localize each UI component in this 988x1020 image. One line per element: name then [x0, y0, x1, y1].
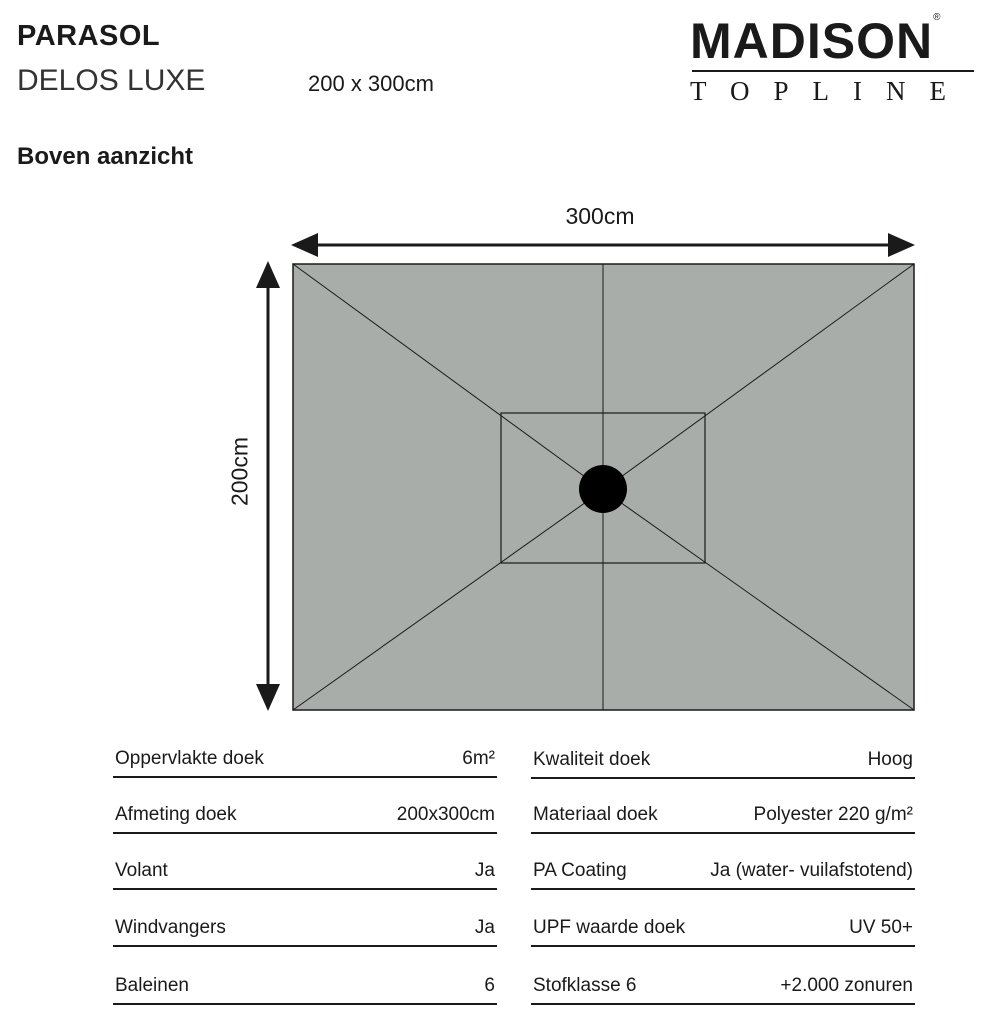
spec-label: Baleinen [115, 975, 189, 996]
spec-row-stofklasse [531, 967, 915, 1005]
spec-row-baleinen [113, 967, 497, 1005]
spec-row-oppervlakte [113, 740, 497, 778]
spec-row-materiaal [531, 796, 915, 834]
spec-value: Ja [474, 860, 495, 881]
brand-name: MADISON [690, 13, 934, 69]
brand-subline: TOPLINE [690, 76, 970, 106]
spec-label: PA Coating [533, 860, 627, 881]
spec-row-afmeting [113, 796, 497, 834]
product-title: PARASOL [17, 20, 161, 52]
height-dimension-label: 200cm [226, 436, 253, 507]
spec-value: Polyester 220 g/m² [753, 804, 913, 825]
model-name: DELOS LUXE [17, 64, 206, 97]
spec-value: Ja [474, 917, 495, 938]
registered-mark: ® [933, 12, 942, 23]
spec-label: Materiaal doek [533, 804, 658, 825]
spec-value: UV 50+ [849, 917, 913, 938]
spec-value: 200x300cm [396, 804, 495, 825]
spec-row-windvangers [113, 909, 497, 947]
spec-row-kwaliteit [531, 741, 915, 779]
product-size: 200 x 300cm [308, 71, 434, 96]
view-heading: Boven aanzicht [17, 143, 194, 170]
spec-row-pa-coating [531, 852, 915, 890]
spec-label: Stofklasse 6 [533, 975, 637, 996]
pole-icon [579, 465, 627, 513]
spec-label: Volant [115, 860, 168, 881]
spec-row-upf [531, 909, 915, 947]
spec-label: Oppervlakte doek [115, 748, 264, 769]
spec-value: Ja (water- vuilafstotend) [710, 860, 913, 881]
spec-label: Kwaliteit doek [533, 749, 651, 770]
spec-value: 6 [484, 975, 495, 996]
spec-value: +2.000 zonuren [780, 975, 913, 996]
spec-label: UPF waarde doek [533, 917, 686, 938]
spec-label: Afmeting doek [115, 804, 237, 825]
spec-label: Windvangers [115, 917, 226, 938]
spec-value: Hoog [867, 749, 913, 770]
spec-value: 6m² [462, 748, 495, 769]
spec-row-volant [113, 852, 497, 890]
width-dimension-label: 300cm [565, 203, 635, 229]
